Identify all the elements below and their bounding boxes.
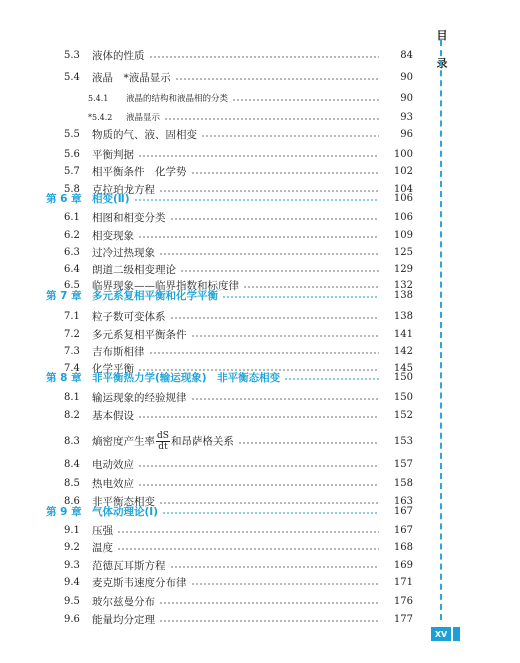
dot-leader <box>117 531 379 533</box>
entry-number: 9.2 <box>64 541 80 553</box>
entry-page-number: 145 <box>393 362 413 374</box>
entry-number: 7.1 <box>64 310 80 322</box>
entry-page-number: 169 <box>393 559 413 571</box>
page-edge-bar <box>453 627 460 641</box>
entry-page-number: 163 <box>393 495 413 507</box>
entry-number: 9.6 <box>64 613 80 625</box>
entry-title: 物质的气、液、固相变 <box>92 128 197 141</box>
entry-page-number: 106 <box>393 192 413 204</box>
toc-entry-row[interactable] <box>46 474 413 492</box>
entry-page-number: 167 <box>393 505 413 517</box>
dot-leader <box>159 620 379 622</box>
entry-number: 8.2 <box>64 409 80 421</box>
dot-leader <box>170 566 380 568</box>
entry-title: 多元系复相平衡条件 <box>92 328 187 341</box>
entry-title: 吉布斯相律 <box>92 345 145 358</box>
entry-number: 8.6 <box>64 495 80 507</box>
entry-page-number: 84 <box>400 49 413 61</box>
entry-page-number: 168 <box>393 541 413 553</box>
dot-leader <box>180 270 379 272</box>
entry-page-number: 152 <box>393 409 413 421</box>
fraction-denominator: dt <box>158 441 168 452</box>
toc-entry-row[interactable] <box>46 307 413 325</box>
entry-title: 液晶 *液晶显示 <box>92 71 171 84</box>
toc-entry-row[interactable] <box>46 108 413 126</box>
entry-page-number: 132 <box>393 279 413 291</box>
entry-number: 7.2 <box>64 328 80 340</box>
toc-entry-row[interactable] <box>46 521 413 539</box>
entry-number: 6.2 <box>64 229 80 241</box>
entry-number: 5.5 <box>64 128 80 140</box>
entry-title-suffix: 和昂萨格关系 <box>170 435 234 447</box>
toc-entry-row[interactable] <box>46 573 413 591</box>
entry-title: 输运现象的经验规律 <box>92 391 187 404</box>
entry-title: 基本假设 <box>92 409 134 422</box>
dot-leader <box>201 135 379 137</box>
dot-leader <box>149 352 380 354</box>
entry-number: *5.4.2 <box>88 112 113 122</box>
toc-entry-row[interactable] <box>46 226 413 244</box>
dot-leader <box>284 378 379 380</box>
entry-title: 压强 <box>92 524 113 537</box>
entry-number: 5.3 <box>64 49 80 61</box>
toc-chapter-row[interactable] <box>46 368 413 386</box>
dot-leader <box>175 78 379 80</box>
entry-number: 第 7 章 <box>46 289 82 302</box>
entry-page-number: 129 <box>393 263 413 275</box>
toc-side-title <box>433 22 451 78</box>
entry-title: 温度 <box>92 541 113 554</box>
entry-page-number: 171 <box>393 576 413 588</box>
entry-page-number: 93 <box>400 111 413 123</box>
entry-page-number: 102 <box>393 165 413 177</box>
dot-leader <box>149 56 380 58</box>
entry-number: 第 9 章 <box>46 505 82 518</box>
page-number-badge: XV <box>431 627 451 641</box>
entry-title: 化学平衡 <box>92 362 134 375</box>
entry-number: 6.3 <box>64 246 80 258</box>
entry-page-number: 157 <box>393 458 413 470</box>
entry-page-number: 177 <box>393 613 413 625</box>
toc-entry-row[interactable] <box>46 243 413 261</box>
entry-page-number: 100 <box>393 148 413 160</box>
entry-number: 7.4 <box>64 362 80 374</box>
dot-leader <box>222 296 379 298</box>
dot-leader <box>138 236 379 238</box>
toc-entry-row[interactable] <box>46 455 413 473</box>
entry-page-number: 142 <box>393 345 413 357</box>
entry-title: 相变现象 <box>92 229 134 242</box>
entry-number: 5.4 <box>64 71 80 83</box>
toc-entry-row[interactable] <box>46 46 413 64</box>
entry-page-number: 167 <box>393 524 413 536</box>
toc-chapter-row[interactable] <box>46 189 413 207</box>
toc-entry-row[interactable] <box>46 388 413 406</box>
entry-number: 6.4 <box>64 263 80 275</box>
entry-title: 多元系复相平衡和化学平衡 <box>92 289 218 302</box>
dot-leader <box>162 512 379 514</box>
entry-page-number: 150 <box>393 391 413 403</box>
entry-number: 9.3 <box>64 559 80 571</box>
side-title-char: 目 <box>436 29 448 42</box>
dot-leader <box>138 465 379 467</box>
entry-title: 热电效应 <box>92 477 134 490</box>
entry-number: 7.3 <box>64 345 80 357</box>
toc-entry-row[interactable] <box>46 592 413 610</box>
entry-title: 粒子数可变体系 <box>92 310 166 323</box>
dot-leader <box>159 602 379 604</box>
entry-page-number: 109 <box>393 229 413 241</box>
entry-page-number: 138 <box>393 289 413 301</box>
dot-leader <box>134 199 379 201</box>
toc-entry-row[interactable] <box>46 556 413 574</box>
entry-title: 非平衡热力学(输运现象) 非平衡态相变 <box>92 371 281 384</box>
toc-entry-row[interactable] <box>46 145 413 163</box>
entry-page-number: 138 <box>393 310 413 322</box>
entry-number: 第 6 章 <box>46 192 82 205</box>
entry-page-number: 104 <box>393 183 413 195</box>
entry-number: 5.4.1 <box>88 93 109 103</box>
dot-leader <box>138 484 379 486</box>
entry-title: 相图和相变分类 <box>92 211 166 224</box>
entry-number: 8.3 <box>64 435 80 447</box>
entry-number: 第 8 章 <box>46 371 82 384</box>
entry-number: 5.6 <box>64 148 80 160</box>
entry-number: 9.4 <box>64 576 80 588</box>
dot-leader <box>232 99 379 101</box>
entry-title: 电动效应 <box>92 458 134 471</box>
dot-leader <box>191 398 380 400</box>
toc-entry-row[interactable] <box>46 610 413 628</box>
entry-number: 6.1 <box>64 211 80 223</box>
toc-entry-row[interactable] <box>46 538 413 556</box>
entry-number: 9.5 <box>64 595 80 607</box>
entry-title: 气体动理论(Ⅰ) <box>92 505 159 518</box>
entry-page-number: 153 <box>393 435 413 447</box>
dot-leader <box>191 583 380 585</box>
side-dashed-rule <box>440 40 442 620</box>
entry-page-number: 158 <box>393 477 413 489</box>
dot-leader <box>170 218 380 220</box>
entry-title: 相变(Ⅱ) <box>92 192 130 205</box>
toc-chapter-row[interactable] <box>46 286 413 304</box>
fraction-numerator: dS <box>157 430 169 441</box>
toc-entry-row[interactable] <box>46 125 413 143</box>
entry-title: 平衡判据 <box>92 148 134 161</box>
entry-title: 液晶的结构和液晶相的分类 <box>126 94 229 104</box>
toc-entry-row[interactable] <box>46 208 413 226</box>
entry-title: 玻尔兹曼分布 <box>92 595 155 608</box>
dot-leader <box>238 442 379 444</box>
entry-title: 克拉珀龙方程 <box>92 183 155 196</box>
toc-entry-row[interactable] <box>46 89 413 107</box>
dot-leader <box>164 118 379 120</box>
entry-title: 临界现象——临界指数和标度律 <box>92 279 239 292</box>
entry-title: 麦克斯韦速度分布律 <box>92 576 187 589</box>
entry-page-number: 125 <box>393 246 413 258</box>
entry-number: 5.7 <box>64 165 80 177</box>
dot-leader <box>191 335 380 337</box>
entry-page-number: 106 <box>393 211 413 223</box>
entry-page-number: 90 <box>400 71 413 83</box>
entry-title: 过冷过热现象 <box>92 246 155 259</box>
dot-leader <box>117 548 379 550</box>
side-title-char: 录 <box>436 57 448 70</box>
entropy-rate-fraction <box>156 431 170 452</box>
entry-number: 9.1 <box>64 524 80 536</box>
entry-title <box>92 431 234 452</box>
entry-title-prefix: 熵密度产生率 <box>92 435 155 447</box>
toc-entry-row[interactable] <box>46 406 413 424</box>
entry-title: 液体的性质 <box>92 49 145 62</box>
entry-title: 非平衡态相变 <box>92 495 155 508</box>
entry-number: 6.5 <box>64 279 80 291</box>
entry-page-number: 150 <box>393 371 413 383</box>
entry-title: 朗道二级相变理论 <box>92 263 176 276</box>
dot-leader <box>138 155 379 157</box>
entry-title: 相平衡条件 化学势 <box>92 165 187 178</box>
toc-chapter-row[interactable] <box>46 502 413 520</box>
entry-number: 5.8 <box>64 183 80 195</box>
entry-title: 液晶显示 <box>126 113 161 123</box>
toc-entry-row[interactable] <box>46 325 413 343</box>
entry-title: 能量均分定理 <box>92 613 155 626</box>
entry-title: 范德瓦耳斯方程 <box>92 559 166 572</box>
toc-entry-row[interactable] <box>46 162 413 180</box>
toc-entry-row[interactable] <box>46 426 413 456</box>
dot-leader <box>191 172 380 174</box>
dot-leader <box>170 317 380 319</box>
entry-page-number: 90 <box>400 92 413 104</box>
toc-entry-row[interactable] <box>46 68 413 86</box>
entry-page-number: 141 <box>393 328 413 340</box>
entry-page-number: 176 <box>393 595 413 607</box>
entry-number: 8.1 <box>64 391 80 403</box>
toc-entry-row[interactable] <box>46 342 413 360</box>
entry-number: 8.4 <box>64 458 80 470</box>
dot-leader <box>159 253 379 255</box>
dot-leader <box>138 416 379 418</box>
entry-number: 8.5 <box>64 477 80 489</box>
entry-page-number: 96 <box>400 128 413 140</box>
